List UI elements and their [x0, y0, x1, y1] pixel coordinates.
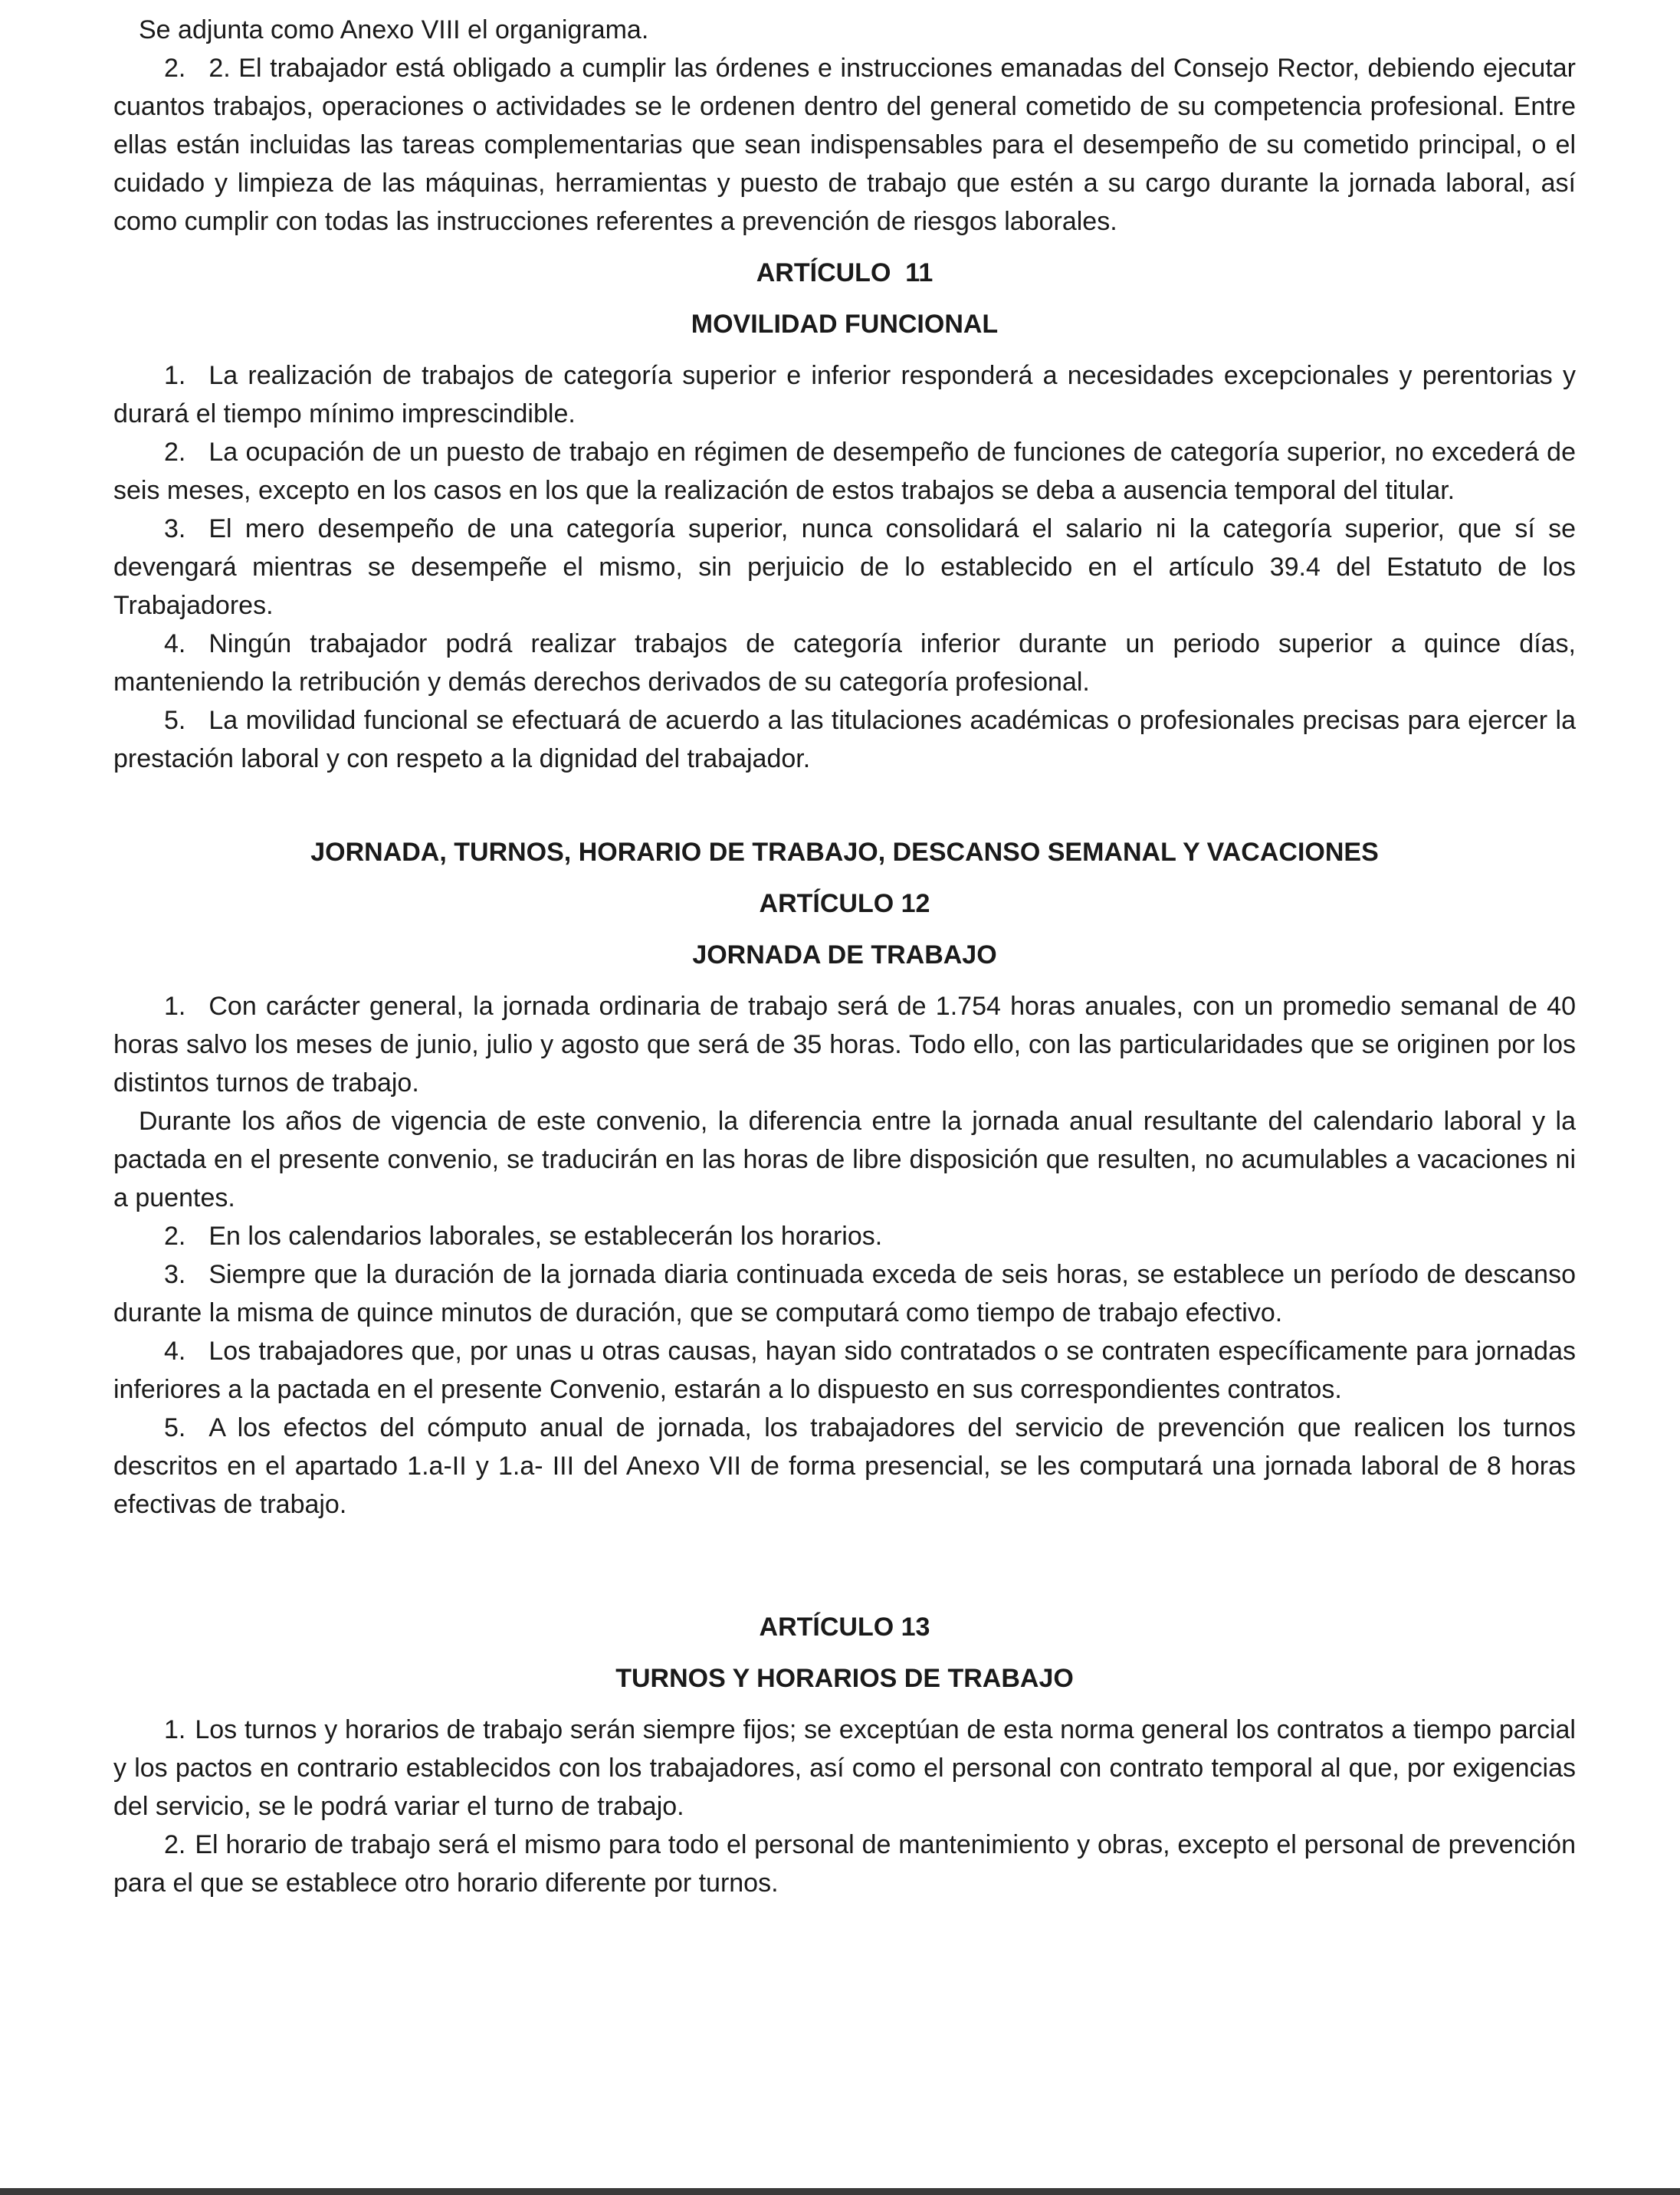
paragraph [113, 1217, 1576, 1255]
section-heading: TURNOS Y HORARIOS DE TRABAJO [615, 1664, 1074, 1693]
paragraph [113, 1332, 1576, 1409]
paragraph-text: La realización de trabajos de categoría superior e inferior responderá a necesidades excepcionales y perentorias y durará el tiempo mínimo imprescindible. [113, 361, 1576, 428]
section-heading: ARTÍCULO 13 [759, 1613, 930, 1642]
paragraph-text: En los calendarios laborales, se establecerán los horarios. [208, 1222, 883, 1251]
paragraph-number: 4. [164, 1337, 186, 1366]
paragraph [113, 701, 1576, 778]
paragraph [113, 987, 1576, 1102]
section-heading: MOVILIDAD FUNCIONAL [691, 310, 999, 339]
paragraph-text: La movilidad funcional se efectuará de acuerdo a las titulaciones académicas o profesionales precisas para ejercer la prestación laboral y con respeto a la dignidad del trabajador. [113, 706, 1576, 773]
paragraph [113, 433, 1576, 510]
paragraph-text: Ningún trabajador podrá realizar trabajos de categoría inferior durante un periodo superior a quince días, manteniendo la retribución y demás derechos derivados de su categoría profesional. [113, 629, 1576, 697]
paragraph [113, 11, 1576, 49]
section-heading: JORNADA, TURNOS, HORARIO DE TRABAJO, DESCANSO SEMANAL Y VACACIONES [310, 838, 1379, 867]
paragraph-number: 2. [164, 54, 186, 83]
paragraph-number: 5. [164, 1413, 186, 1442]
paragraph [113, 356, 1576, 433]
paragraph [113, 625, 1576, 701]
section-heading: JORNADA DE TRABAJO [692, 940, 997, 970]
paragraph [113, 1409, 1576, 1524]
paragraph-text: Siempre que la duración de la jornada diaria continuada exceda de seis horas, se establece un período de descanso durante la misma de quince minutos de duración, que se computará como tiempo de trabajo efectivo. [113, 1260, 1576, 1327]
paragraph-text: El horario de trabajo será el mismo para todo el personal de mantenimiento y obras, excepto el personal de prevención para el que se establece otro horario diferente por turnos. [113, 1830, 1576, 1898]
paragraph-number: 2. [164, 438, 186, 467]
section-heading: ARTÍCULO 11 [756, 258, 934, 287]
paragraph-number: 2. [164, 1222, 186, 1251]
paragraph-number: 1. [164, 1715, 186, 1744]
paragraph-number: 3. [164, 514, 186, 543]
paragraph-text: Se adjunta como Anexo VIII el organigrama. [139, 15, 649, 44]
paragraph [113, 510, 1576, 625]
document-body [113, 11, 1576, 1902]
paragraph-number: 5. [164, 706, 186, 735]
paragraph-number: 3. [164, 1260, 186, 1289]
paragraph-number: 1. [164, 992, 186, 1021]
paragraph-text: La ocupación de un puesto de trabajo en régimen de desempeño de funciones de categoría superior, no excederá de seis meses, excepto en los casos en los que la realización de estos trabajos se deba a ausencia temporal del titular. [113, 438, 1576, 505]
paragraph-text: A los efectos del cómputo anual de jornada, los trabajadores del servicio de prevención que realicen los turnos descritos en el apartado 1.a-II y 1.a- III del Anexo VII de forma presencial, se les computará una jornada laboral de 8 horas efectivas de trabajo. [113, 1413, 1576, 1519]
paragraph-text: Los trabajadores que, por unas u otras causas, hayan sido contratados o se contraten específicamente para jornadas inferiores a la pactada en el presente Convenio, estarán a lo dispuesto en sus correspondientes contratos. [113, 1337, 1576, 1404]
paragraph [113, 1711, 1576, 1826]
page-boundary-bar [0, 2188, 1680, 2195]
paragraph-text: Con carácter general, la jornada ordinaria de trabajo será de 1.754 horas anuales, con un promedio semanal de 40 horas salvo los meses de junio, julio y agosto que será de 35 horas. Todo ello, con las particularidades que se originen por los distintos turnos de trabajo. [113, 992, 1576, 1098]
paragraph-text: Durante los años de vigencia de este convenio, la diferencia entre la jornada anual resultante del calendario laboral y la pactada en el presente convenio, se traducirán en las horas de libre disposición que resulten, no acumulables a vacaciones ni a puentes. [113, 1107, 1576, 1212]
paragraph-number: 2. [164, 1830, 186, 1859]
paragraph [113, 49, 1576, 241]
paragraph-text: Los turnos y horarios de trabajo serán siempre fijos; se exceptúan de esta norma general los contratos a tiempo parcial y los pactos en contrario establecidos con los trabajadores, así como el personal con contrato temporal al que, por exigencias del servicio, se le podrá variar el turno de trabajo. [113, 1715, 1576, 1821]
paragraph-text: El mero desempeño de una categoría superior, nunca consolidará el salario ni la categoría superior, que sí se devengará mientras se desempeñe el mismo, sin perjuicio de lo establecido en el artículo 39.4 del Estatuto de los Trabajadores. [113, 514, 1576, 620]
paragraph-text: 2. El trabajador está obligado a cumplir las órdenes e instrucciones emanadas del Consejo Rector, debiendo ejecutar cuantos trabajos, operaciones o actividades se le ordenen dentro del general cometido de su competencia profesional. Entre ellas están incluidas las tareas complementarias que sean indispensables para el desempeño de su cometido principal, o el cuidado y limpieza de las máquinas, herramientas y puesto de trabajo que estén a su cargo durante la jornada laboral, así como cumplir con todas las instrucciones referentes a prevención de riesgos laborales. [113, 54, 1576, 236]
paragraph [113, 1255, 1576, 1332]
section-heading: ARTÍCULO 12 [759, 889, 930, 918]
paragraph [113, 1826, 1576, 1902]
paragraph-number: 4. [164, 629, 186, 658]
paragraph-number: 1. [164, 361, 186, 390]
paragraph [113, 1102, 1576, 1217]
